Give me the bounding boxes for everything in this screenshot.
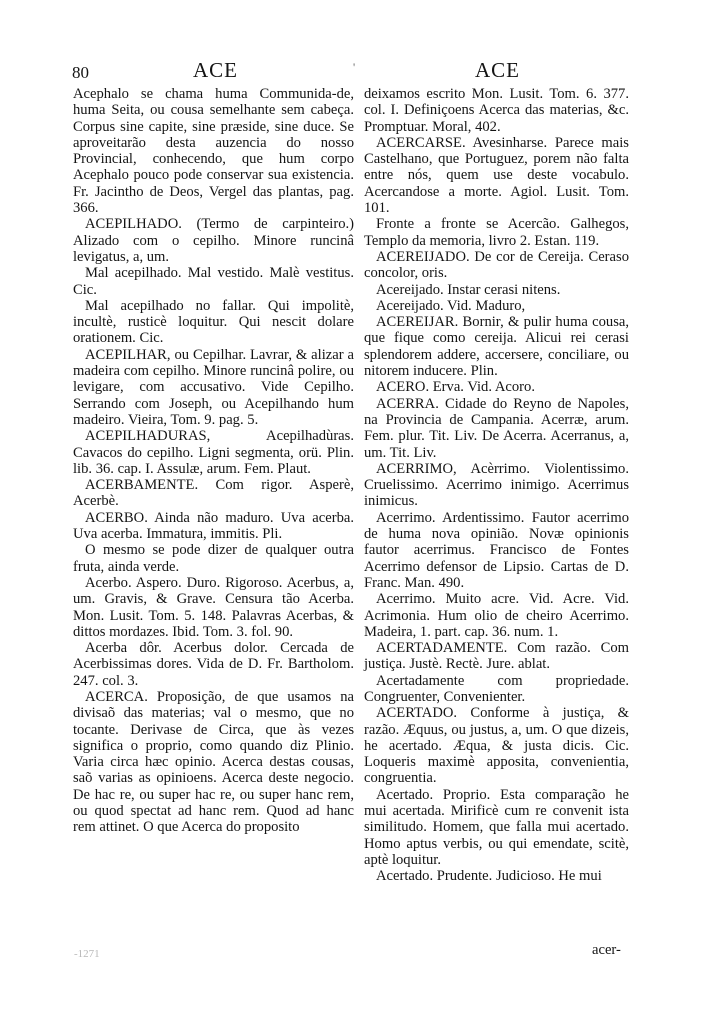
entry-acerba-dor: Acerba dôr. Acerbus dolor. Cercada de Acerbissimas dores. Vida de D. Fr. Bartholom. 247. col. 3. <box>73 640 354 689</box>
entry-acereijado-maduro: Acereijado. Vid. Maduro, <box>376 297 526 314</box>
entry-acerrimo-acre: Acerrimo. Muito acre. Vid. Acre. Vid. Acrimonia. Hum olio de cheiro Acerrimo. Madeira, 1. part. cap. 36. num. 1. <box>364 591 629 640</box>
ink-blot-mark: -1271 <box>74 948 100 960</box>
entry-acertadamente-propriedade: Acertadamente com propriedade. Congruenter, Convenienter. <box>364 672 629 705</box>
entry-acerbamente: ACERBAMENTE. Com rigor. Asperè, Acerbè. <box>73 477 354 510</box>
entry-acerbo-fruta: O mesmo se pode dizer de qualquer outra fruta, ainda verde. <box>73 542 354 575</box>
entry-acertado: ACERTADO. Conforme à justiça, & razão. Æquus, ou justus, a, um. O que dizeis, he acertado. Æqua, & justa dicis. Cic. Loqueris maximè apposita, convenientia, congruentia. <box>364 705 629 787</box>
page-number: 80 <box>72 63 89 82</box>
entry-acepilhar: ACEPILHAR, ou Cepilhar. Lavrar, & alizar a madeira com cepilho. Minore runcinâ polire, ou levigare, com accusativo. Vide Cepilho. Serrando com Joseph, ou Acepilhando hum madeiro. Vieira, Tom. 9. pag. 5. <box>73 346 354 428</box>
entry-acerrimo: ACERRIMO, Acèrrimo. Violentissimo. Cruelissimo. Acerrimo inimigo. Acerrimus inimicus. <box>364 460 629 510</box>
entry-acertado-proprio: Acertado. Proprio. Esta comparação he mui acertada. Mirificè cum re convenit ista similitudo. Homem, que falla mui acertado. Homo aptus verbis, ou qui emendate, scitè, aptè loquitur. <box>364 786 629 868</box>
entry-mal-acepilhado-fallar: Mal acepilhado no fallar. Qui impolitè, incultè, rusticè loquitur. Qui nescit dolare orationem. Cic. <box>73 297 354 347</box>
entry-acephalo: Acephalo se chama huma Communida-de, huma Seita, ou cousa semelhante sem cabeça. Corpus sine capite, sine præside, sine duce. Se aproveitarão desta auzencia do nosso Provincial, conhecendo, que hum corpo Acephalo pouco pode conservar sua existencia. Fr. Jacintho de Deos, Vergel das plantas, pag. 366. <box>73 86 354 217</box>
entry-acertado-prudente: Acertado. Prudente. Judicioso. He mui <box>376 868 602 885</box>
entry-acerra: ACERRA. Cidade do Reyno de Napoles, na Provincia de Campania. Acerræ, arum. Fem. plur. Tit. Liv. De Acerra. Acerranus, a, um. Tit. Liv. <box>364 395 629 461</box>
entry-acereijado-instar: Acereijado. Instar cerasi nitens. <box>376 281 561 298</box>
entry-acertadamente: ACERTADAMENTE. Com razão. Com justiça. Justè. Rectè. Jure. ablat. <box>364 640 629 673</box>
entry-acerca: ACERCA. Proposição, de que usamos na divisaõ das materias; val o mesmo, que no tocante. Derivase de Circa, que às vezes significa o proprio, como quando diz Plinio. Varia circa hæc opinio. Acerca destas cousas, saõ varias as opinioens. Acerca deste negocio. De hac re, ou super hac re, ou super hanc rem, ou quod spectat ad hanc rem. Quod ad hanc rem attinet. O que Acerca do proposito <box>73 688 354 836</box>
entry-acepilhado: ACEPILHADO. (Termo de carpinteiro.) Alizado com o cepilho. Minore runcinâ levigatus, a, um. <box>73 216 354 265</box>
entry-acepilhaduras: ACEPILHADURAS, Acepilhadùras. Cavacos do cepilho. Ligni segmenta, orü. Plin. lib. 36. cap. I. Assulæ, arum. Fem. Plaut. <box>73 428 354 477</box>
running-head-left: ACE <box>193 58 238 82</box>
entry-acero: ACERO. Erva. Vid. Acoro. <box>376 379 535 396</box>
entry-acerrimo-ardentissimo: Acerrimo. Ardentissimo. Fautor acerrimo de huma nova opinião. Novæ opinionis fautor acerrimus. Francisco de Fontes Acerrimo defensor de Lipsio. Cartas de D. Franc. Man. 490. <box>364 509 629 591</box>
running-head-right: ACE <box>475 58 520 82</box>
entry-acereijar: ACEREIJAR. Bornir, & pulir huma cousa, que fique como cereija. Alicui rei cerasi splendorem addere, accersere, conciliare, ou nitorem inducere. Plin. <box>364 314 629 380</box>
entry-acereijado: ACEREIJADO. De cor de Cereija. Ceraso concolor, oris. <box>364 248 629 282</box>
catchword: acer- <box>592 942 621 958</box>
entry-fronte-a-fronte: Fronte a fronte se Acercão. Galhegos, Templo da memoria, livro 2. Estan. 119. <box>364 216 629 249</box>
entry-acercarse: ACERCARSE. Avesinharse. Parece mais Castelhano, que Portuguez, porem não falta entre nós, quem use deste vocabulo. Acercandose a morte. Agiol. Lusit. Tom. 101. <box>364 134 629 217</box>
header-mark: ' <box>353 60 356 74</box>
entry-acerbo: ACERBO. Ainda não maduro. Uva acerba. Uva acerba. Immatura, immitis. Pli. <box>73 509 354 543</box>
entry-acerbo-aspero: Acerbo. Aspero. Duro. Rigoroso. Acerbus, a, um. Gravis, & Grave. Censura tão Acerba. Mon. Lusit. Tom. 5. 148. Palavras Acerbas, & dittos mordazes. Ibid. Tom. 3. fol. 90. <box>73 574 354 640</box>
left-column <box>73 86 354 836</box>
right-column <box>364 86 629 885</box>
entry-mal-acepilhado: Mal acepilhado. Mal vestido. Malè vestitus. Cic. <box>73 265 354 298</box>
entry-acerca-cont: deixamos escrito Mon. Lusit. Tom. 6. 377. col. I. Definiçoens Acerca das materias, &c. Promptuar. Moral, 402. <box>364 86 629 135</box>
